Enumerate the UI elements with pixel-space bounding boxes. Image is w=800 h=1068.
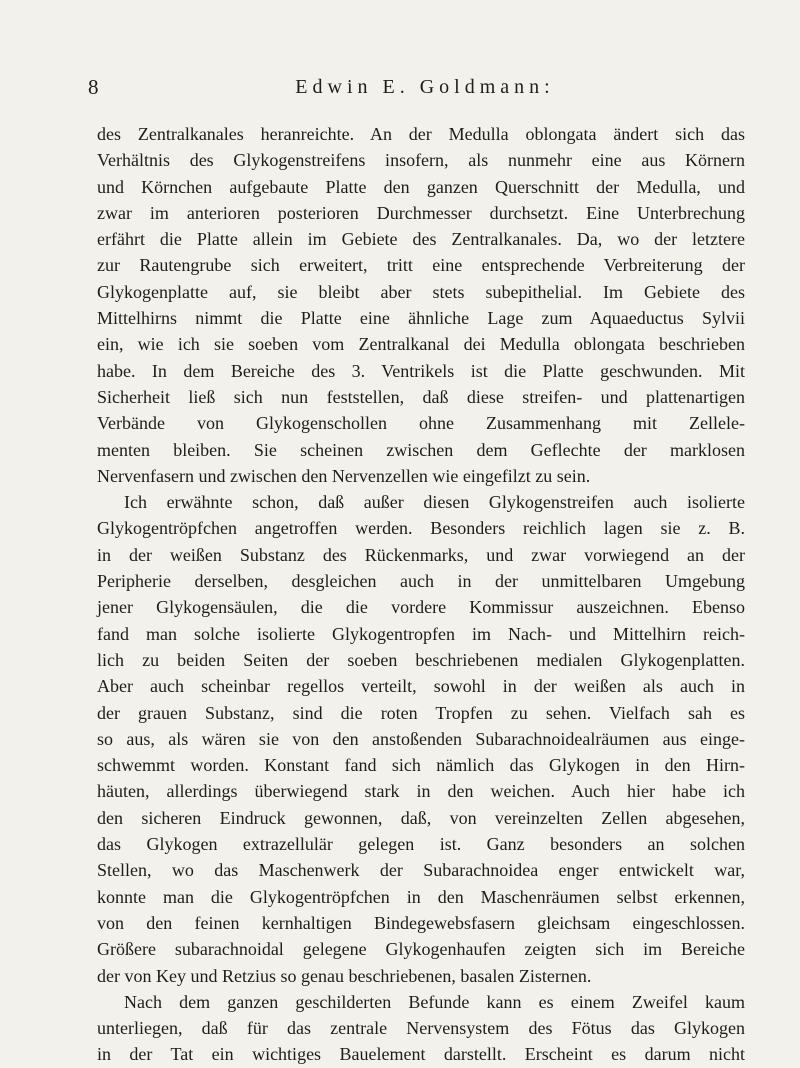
text-line: zwar im anterioren posterioren Durchmesser durchsetzt. Eine Unterbrechung: [97, 202, 745, 223]
text-line: des Zentralkanales heranreichte. An der Medulla oblongata ändert sich das: [97, 124, 745, 144]
page-number: 8: [88, 75, 99, 99]
text-line: in der weißen Substanz des Rückenmarks, und zwar vorwiegend an der: [97, 544, 745, 565]
running-head: Edwin E. Goldmann:: [295, 76, 555, 98]
text-line: Verbände von Glykogenschollen ohne Zusammenhang mit Zellele-: [97, 413, 745, 434]
text-line: der grauen Substanz, sind die roten Tropfen zu sehen. Vielfach sah es: [97, 702, 745, 723]
text-line: Nervenfasern und zwischen den Nervenzellen wie eingefilzt zu sein.: [97, 465, 591, 486]
text-line: von den feinen kernhaltigen Bindegewebsfasern gleichsam eingeschlossen.: [97, 912, 745, 933]
text-line: Peripherie derselben, desgleichen auch in der unmittelbaren Umgebung: [97, 571, 745, 592]
text-line: der von Key und Retzius so genau beschriebenen, basalen Zisternen.: [97, 965, 592, 986]
page-header: [88, 72, 748, 102]
text-line: in der Tat ein wichtiges Bauelement darstellt. Erscheint es darum nicht: [97, 1044, 745, 1065]
text-line: zur Rautengrube sich erweitert, tritt eine entsprechende Verbreiterung der: [97, 255, 745, 276]
text-line: Sicherheit ließ sich nun feststellen, daß diese streifen- und plattenartigen: [97, 386, 745, 407]
text-line: das Glykogen extrazellulär gelegen ist. Ganz besonders an solchen: [97, 834, 745, 855]
text-line: so aus, als wären sie von den anstoßenden Subarachnoidealräumen aus einge-: [97, 728, 745, 749]
text-line: Größere subarachnoidal gelegene Glykogenhaufen zeigten sich im Bereiche: [97, 939, 745, 960]
text-line: erfährt die Platte allein im Gebiete des Zentralkanales. Da, wo der letztere: [97, 229, 745, 250]
text-line: Aber auch scheinbar regellos verteilt, sowohl in der weißen als auch in: [97, 676, 745, 697]
text-line: ein, wie ich sie soeben vom Zentralkanal dei Medulla oblongata beschrieben: [97, 334, 745, 355]
text-line: und Körnchen aufgebaute Platte den ganzen Querschnitt der Medulla, und: [97, 176, 745, 197]
text-line: fand man solche isolierte Glykogentropfen im Nach- und Mittelhirn reich-: [97, 623, 745, 644]
text-line: Stellen, wo das Maschenwerk der Subarachnoidea enger entwickelt war,: [97, 860, 745, 881]
body-text: [97, 121, 745, 1068]
text-line: unterliegen, daß für das zentrale Nervensystem des Fötus das Glykogen: [97, 1018, 745, 1039]
text-line: lich zu beiden Seiten der soeben beschriebenen medialen Glykogenplatten.: [97, 649, 745, 670]
text-line: häuten, allerdings überwiegend stark in den weichen. Auch hier habe ich: [97, 781, 745, 802]
text-line: Glykogenplatte auf, sie bleibt aber stets subepithelial. Im Gebiete des: [97, 281, 745, 302]
text-line: habe. In dem Bereiche des 3. Ventrikels ist die Platte geschwunden. Mit: [97, 360, 745, 381]
text-line: den sicheren Eindruck gewonnen, daß, von vereinzelten Zellen abgesehen,: [97, 807, 745, 828]
text-line: Verhältnis des Glykogenstreifens insofern, als nunmehr eine aus Körnern: [97, 150, 745, 171]
text-line: menten bleiben. Sie scheinen zwischen dem Geflechte der marklosen: [97, 439, 745, 460]
text-line: Mittelhirns nimmt die Platte eine ähnliche Lage zum Aquaeductus Sylvii: [97, 308, 745, 329]
text-line: Nach dem ganzen geschilderten Befunde kann es einem Zweifel kaum: [124, 991, 745, 1012]
text-line: Ich erwähnte schon, daß außer diesen Glykogenstreifen auch isolierte: [124, 492, 745, 513]
text-line: konnte man die Glykogentröpfchen in den Maschenräumen selbst erkennen,: [97, 886, 745, 907]
text-line: jener Glykogensäulen, die die vordere Kommissur auszeichnen. Ebenso: [97, 597, 745, 618]
text-line: schwemmt worden. Konstant fand sich nämlich das Glykogen in den Hirn-: [97, 755, 745, 776]
text-line: Glykogentröpfchen angetroffen werden. Besonders reichlich lagen sie z. B.: [97, 518, 745, 539]
